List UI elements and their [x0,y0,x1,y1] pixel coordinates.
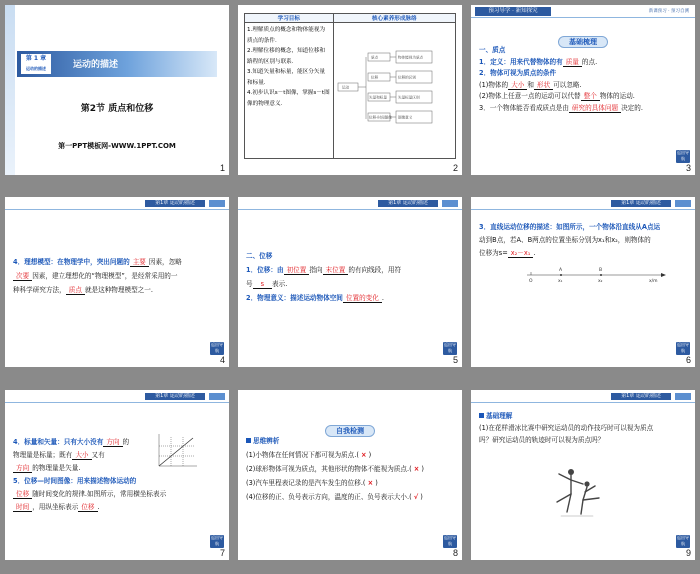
header-bar [5,197,229,210]
slide-number: 1 [219,163,225,173]
check-mark: √ [413,493,419,501]
x1-label: x₁ [558,279,563,284]
cross-mark: × [413,465,420,473]
map-header: 核心素养形成脉络 [333,14,455,23]
map-node-label: 位移-时间图像 [368,115,392,120]
text-line [246,263,456,277]
text: 2．物理意义：描述运动物体空间 [246,294,343,302]
question-item [246,476,458,490]
chapter-tag: 第1章 运动的描述 [611,393,671,400]
text: 随时间变化的规律.如图所示，常用横坐标表示 [32,490,167,498]
text-line [13,488,225,501]
text: 思维辨析 [253,437,280,445]
text: 3．一个物体能否看成质点是由 [479,103,569,112]
chapter-label: 第 1 章 [25,55,47,62]
cross-mark: × [367,479,374,487]
goal-item: 1.理解质点的概念和物体能视为质点的条件. [247,27,326,44]
heading: 一、质点 [479,46,506,54]
answer: 初位置 [284,266,310,275]
text-line [13,269,223,283]
slide-number: 6 [685,355,691,365]
return-nav-button[interactable]: 返回导航 [677,342,689,353]
goals-table [244,13,456,159]
answer: 次要 [13,272,32,281]
slide-number: 7 [219,548,225,558]
answer: s [253,280,272,289]
header-decor [209,200,225,207]
chapter-sub: 运动的描述 [26,66,46,71]
text-line [13,283,223,297]
answer: 位移 [78,503,97,512]
section-title: 第2节 质点和位移 [80,104,154,114]
question-item [246,448,458,462]
position-axis-diagram [521,265,671,287]
concept-map [336,27,456,157]
header-decor [675,200,691,207]
text-line [13,501,225,514]
text: 的 [122,438,130,446]
figure-skaters-illustration [547,462,607,522]
header-decor [675,393,691,400]
answer: 主要 [130,258,149,267]
answer: x₂－x₁ [508,249,534,258]
point-b: B [599,268,603,273]
slide-1[interactable] [5,5,229,175]
text: 位移为s= [479,249,508,257]
slide-2[interactable] [238,5,462,175]
banner-right: 新课预习 · 预习自测 [648,9,689,14]
goal-item: 4.初步认识s－t图像，掌握s－t图像的物理意义. [247,90,330,107]
text: . [97,503,100,511]
goal-item: 2.理解位移的概念，知道位移和路程的区别与联系. [247,48,326,65]
goals-header: 学习目标 [245,14,334,23]
header-decor [209,393,225,400]
text: (1)小物体在任何情况下都可视为质点.( [246,451,362,459]
text: (4)位移的正、负号表示方向，温度的正、负号表示大小.( [246,493,414,501]
text: ，用纵坐标表示 [32,503,79,511]
text: 1．定义：用来代替物体的有 [479,57,563,66]
text-line [479,80,689,92]
text-line [13,255,223,269]
text-line [479,57,689,69]
text-line [479,103,689,115]
slide-5-body [246,249,456,305]
text: (2)球形物体可视为质点，其他形状的物体不能视为质点.( [246,465,414,473]
text: . [533,249,536,257]
text: 基础理解 [486,412,513,420]
slide-6-body [479,221,691,260]
text-line: 吗？研究运动员的轨迹时可以视为质点吗？ [479,436,605,444]
map-node-label: 质点 [370,55,378,60]
slide-4-body [13,255,223,297]
return-nav-button[interactable]: 返回导航 [211,535,223,546]
answer: 研究的具体问题 [569,104,621,113]
chapter-tag: 第1章 运动的描述 [145,393,205,400]
header-bar [5,390,229,403]
text: (1)物体的 [479,80,509,89]
text: 4．标量和矢量：只有大小没有 [13,438,104,446]
chapter-tag: 第1章 运动的描述 [611,200,671,207]
answer: 位置的变化 [343,294,382,303]
text: ) [418,493,423,501]
text: 种科学研究方法， [13,286,66,294]
chapter-banner [17,51,217,77]
text: 决定的. [621,103,643,112]
slide-9-body [479,410,691,446]
text-line [479,247,691,260]
heading [479,410,691,422]
chapter-tag: 第1章 运动的描述 [145,200,205,207]
text: 就是这种物理模型之一. [84,286,153,294]
slide-5[interactable] [238,197,462,367]
point-a: A [559,268,563,273]
text: 表示. [272,280,288,288]
text: 因素，建立理想化的“物理模型”，是经常采用的一 [32,272,178,280]
square-bullet-icon [479,413,484,418]
text: ) [373,479,378,487]
heading [246,434,458,448]
return-nav-button[interactable]: 返回导航 [444,535,456,546]
banner-tag: 预习导学 · 新知探究 [475,7,551,16]
text: 号 [246,280,253,288]
text: 4．理想模型：在物理学中，突出问题的 [13,258,130,266]
text: 物体的运动. [599,92,635,100]
slide-4[interactable] [5,197,229,367]
text-line: 5．位移—时间图像：用来描述物体运动的 [13,477,137,485]
slide-8-body [246,434,458,504]
text-line [246,291,456,305]
text: 因素，忽略 [148,258,182,266]
axis-unit: x/m [649,279,658,284]
map-node-label: 位移 [370,75,378,80]
header-bar [238,197,462,210]
x2-label: x₂ [598,279,603,284]
banner [471,5,695,18]
heading: 2．物体可视为质点的条件 [479,69,557,77]
slide-7[interactable] [5,390,229,560]
cross-mark: × [361,451,367,459]
header-bar [471,197,695,210]
map-node-label: 矢量和标量 [368,95,387,100]
slide-3[interactable] [471,5,695,175]
text-line: 3．直线运动位移的描述：如图所示，一个物体沿直线从A点运 [479,223,661,231]
answer: 时间 [13,503,32,512]
text: 物理量是标量；既有 [13,451,73,459]
text: 的有向线段，用符 [348,266,402,274]
answer: 质点 [66,286,85,295]
slide-number: 3 [685,163,691,173]
slide-number: 2 [452,163,458,173]
answer: 形状 [534,81,553,90]
question-item [246,462,458,476]
slide-number: 9 [685,548,691,558]
slide-1-footer: 第一PPT模板网-WWW.1PPT.COM [58,142,176,150]
text: 的物理量是矢量. [32,464,81,472]
slide-3-body [479,45,689,114]
concept-map-cell [333,23,455,159]
axis-origin: O [529,279,533,284]
answer: 方向 [13,464,32,473]
text: (3)汽车里程表记录的是汽车发生的位移.( [246,479,368,487]
chapter-title: 运动的描述 [73,60,119,70]
square-bullet-icon [246,438,251,443]
heading: 二、位移 [246,252,273,260]
map-node-label: 位移的区别 [397,75,416,80]
pill-label: 自我检测 [325,425,375,437]
text: 可以忽略. [553,80,582,89]
goals-cell [245,23,334,159]
slide-number: 8 [452,548,458,558]
return-nav-button[interactable]: 返回导航 [444,342,456,353]
text: 指向 [309,266,323,274]
s-t-graph-icon [155,432,199,470]
slide-9[interactable] [471,390,695,560]
text: ) [419,465,424,473]
text-line [479,91,689,103]
goal-item: 3.知道矢量和标量，能区分矢量和标量. [247,69,326,86]
text-line: (1)在花样滑冰比赛中研究运动员的动作技巧时可以视为质点 [479,424,654,432]
text: (2)物体上任意一点的运动可以代替 [479,92,581,100]
return-nav-button[interactable]: 返回导航 [677,150,689,161]
text: 和 [527,80,534,89]
text: ) [366,451,372,459]
slide-number: 4 [219,355,225,365]
question-item [246,490,458,504]
return-nav-button[interactable]: 返回导航 [211,342,223,353]
chapter-tag: 第1章 运动的描述 [378,200,438,207]
map-node-label: 物体能视为质点 [397,55,423,60]
pill-label: 基础梳理 [558,36,608,48]
answer: 大小 [508,81,527,90]
answer: 末位置 [323,266,349,275]
answer: 质量 [563,58,582,67]
text: 又有 [91,451,105,459]
text: 的点. [581,57,598,66]
header-bar [471,390,695,403]
answer: 位移 [13,490,32,499]
return-nav-button[interactable]: 返回导航 [677,535,689,546]
slide-number: 5 [452,355,458,365]
map-node-label: 图像意义 [397,115,412,120]
header-decor [442,200,458,207]
chapter-box [21,54,51,74]
slide-6[interactable] [471,197,695,367]
map-node-label: 矢量标量区别 [397,95,420,100]
answer: 大小 [72,451,91,460]
text-line [246,277,456,291]
map-node-label: 运动 [341,85,349,90]
text: . [381,294,384,302]
slide-8[interactable] [238,390,462,560]
text: 1．位移：由 [246,266,284,274]
answer: 整个 [581,92,600,101]
text-line: 动到B点，若A、B两点的位置坐标分别为x₁和x₂，则物体的 [479,236,651,244]
answer: 方向 [103,438,122,447]
